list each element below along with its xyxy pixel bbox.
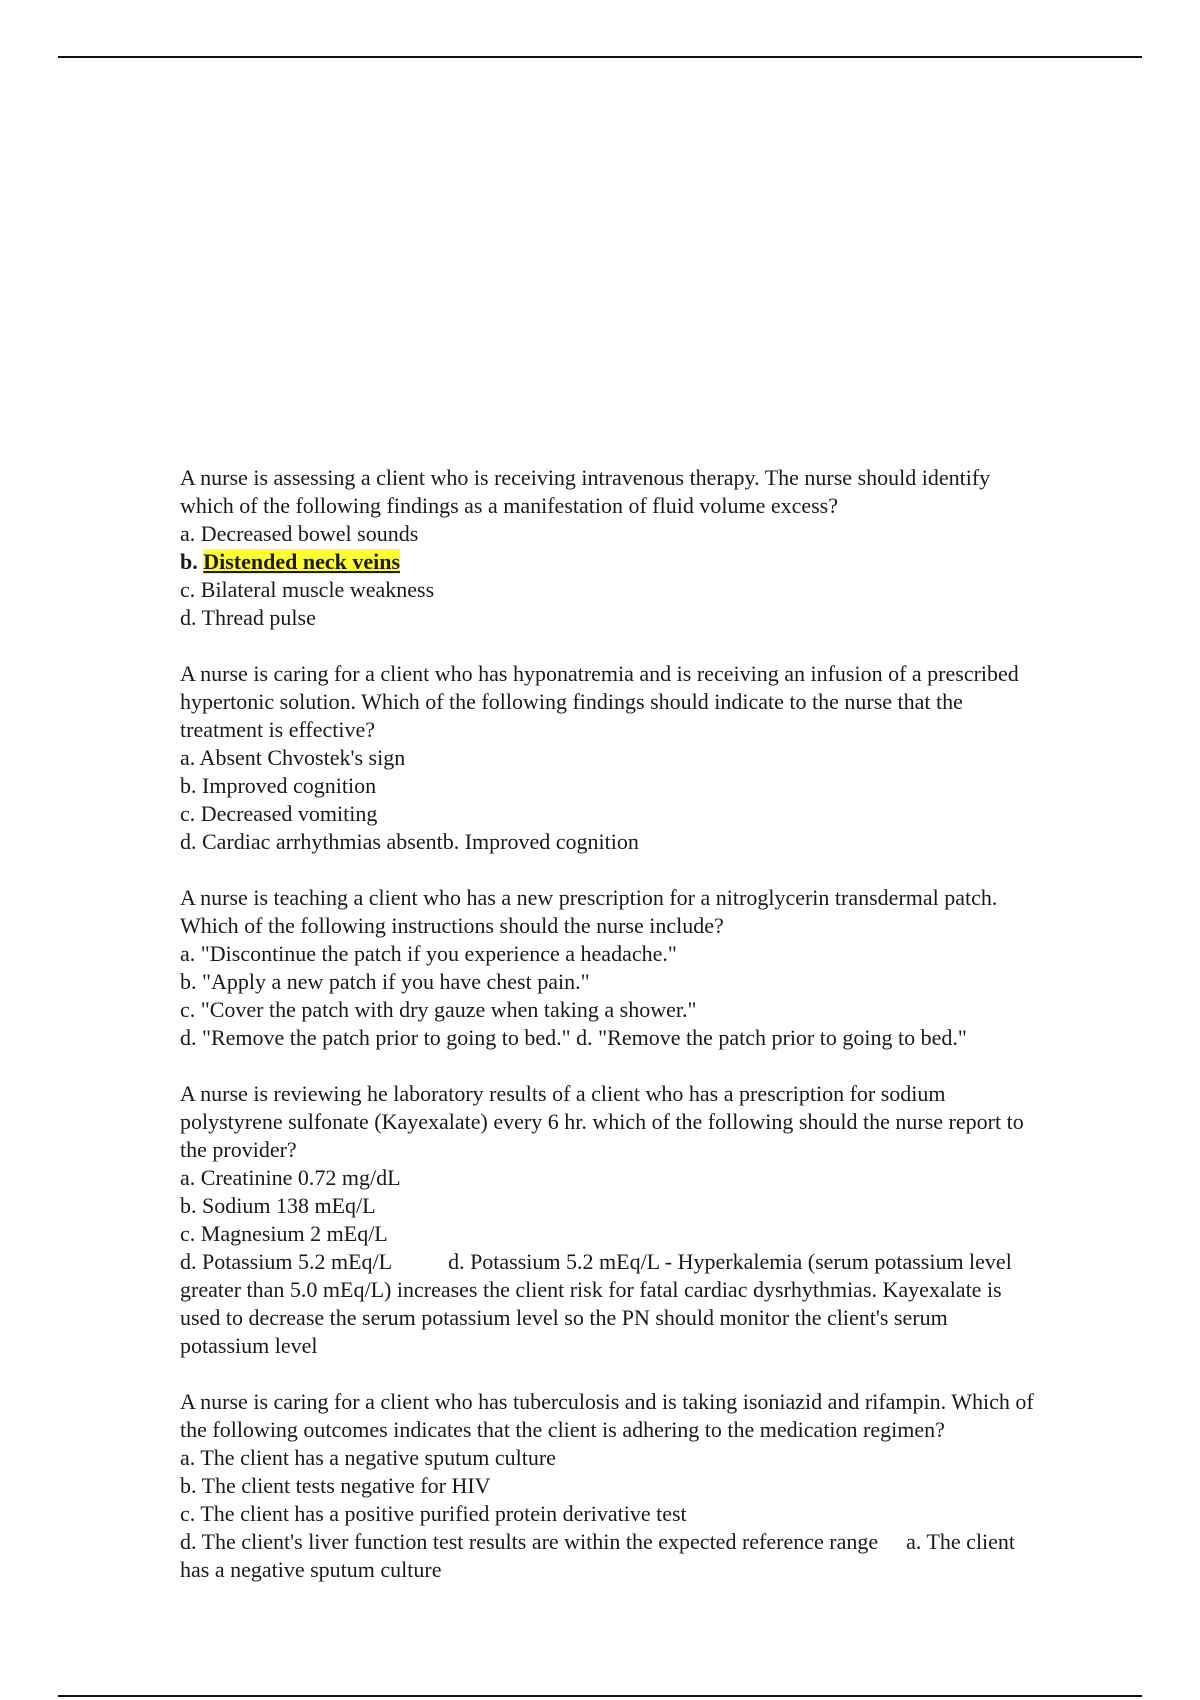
option-a: a. "Discontinue the patch if you experience a headache." [180, 941, 677, 966]
answer-text: d. "Remove the patch prior to going to bed." [576, 1025, 967, 1050]
option-c: c. Decreased vomiting [180, 801, 378, 826]
bottom-rule [58, 1695, 1142, 1697]
option-text: d. Potassium 5.2 mEq/L [180, 1249, 393, 1274]
option-a: a. Absent Chvostek's sign [180, 745, 406, 770]
question-stem: A nurse is reviewing he laboratory results of a client who has a prescription for sodium polystyrene sulfonate (Kayexalate) every 6 hr. which of the following should the nurse report to the provider? [180, 1081, 1024, 1162]
option-c: c. "Cover the patch with dry gauze when taking a shower." [180, 997, 697, 1022]
option-a: a. Creatinine 0.72 mg/dL [180, 1165, 401, 1190]
question-1 [180, 464, 1040, 632]
option-d-with-answer [180, 1024, 1040, 1052]
question-stem: A nurse is teaching a client who has a new prescription for a nitroglycerin transdermal patch. Which of the following instructions should the nurse include? [180, 885, 998, 938]
option-d-with-answer [180, 1528, 1040, 1584]
question-4 [180, 1080, 1040, 1360]
option-text: d. The client's liver function test results are within the expected reference range [180, 1529, 879, 1554]
option-c: c. Bilateral muscle weakness [180, 577, 435, 602]
question-3 [180, 884, 1040, 1052]
option-letter: b. [180, 549, 198, 574]
answer-text: d. Potassium 5.2 mEq/L - Hyperkalemia (serum potassium level greater than 5.0 mEq/L) increases the client risk for fatal cardiac dysrhythmias. Kayexalate is used to decrease the serum potassium level so the PN should monitor the client's serum potassium level [180, 1249, 1012, 1358]
option-c: c. The client has a positive purified protein derivative test [180, 1501, 687, 1526]
option-b: b. Improved cognition [180, 773, 377, 798]
question-stem: A nurse is assessing a client who is receiving intravenous therapy. The nurse should identify which of the following findings as a manifestation of fluid volume excess? [180, 465, 991, 518]
option-b: b. "Apply a new patch if you have chest pain." [180, 969, 590, 994]
option-text: d. "Remove the patch prior to going to bed." [180, 1025, 571, 1050]
option-d-with-answer [180, 1248, 1040, 1360]
document-body [180, 464, 1040, 1612]
question-2 [180, 660, 1040, 856]
answer-text: b. Improved cognition [442, 829, 639, 854]
option-text: d. Cardiac arrhythmias absent [180, 829, 443, 854]
option-a: a. The client has a negative sputum culture [180, 1445, 556, 1470]
option-d: d. Thread pulse [180, 605, 316, 630]
question-5 [180, 1388, 1040, 1584]
option-a: a. Decreased bowel sounds [180, 521, 419, 546]
option-d-with-answer [180, 828, 1040, 856]
option-b-correct [180, 548, 1040, 576]
top-rule [58, 56, 1142, 58]
highlighted-answer: Distended neck veins [203, 549, 401, 574]
option-c: c. Magnesium 2 mEq/L [180, 1221, 388, 1246]
option-b: b. The client tests negative for HIV [180, 1473, 491, 1498]
option-b: b. Sodium 138 mEq/L [180, 1193, 376, 1218]
question-stem: A nurse is caring for a client who has tuberculosis and is taking isoniazid and rifampin. Which of the following outcomes indicates that the client is adhering to the medication regimen? [180, 1389, 1034, 1442]
answer-text: a. The client has a negative sputum culture [180, 1529, 1016, 1582]
question-stem: A nurse is caring for a client who has hyponatremia and is receiving an infusion of a prescribed hypertonic solution. Which of the following findings should indicate to the nurse that the treatment is effective? [180, 661, 1019, 742]
